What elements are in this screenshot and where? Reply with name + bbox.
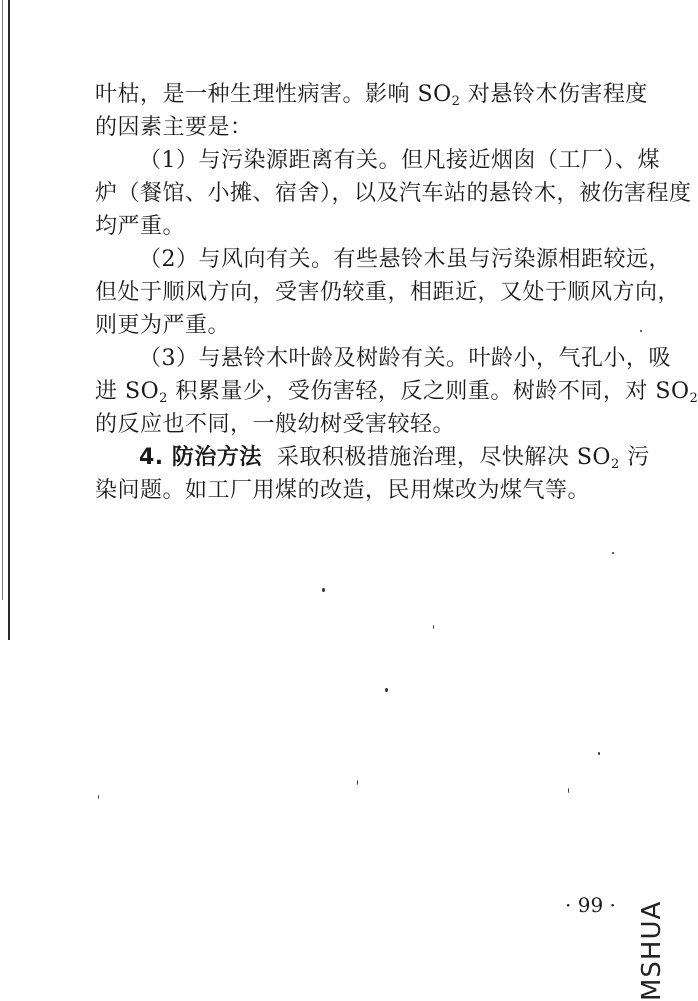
text-line: 染问题。如工厂用煤的改造，民用煤改为煤气等。 xyxy=(95,478,591,503)
text-line: （1）与污染源距离有关。但凡接近烟囱（工厂）、煤 xyxy=(139,148,660,173)
binding-edge-line xyxy=(8,0,10,640)
watermark: MSHUA xyxy=(637,900,667,1001)
scan-speck xyxy=(322,588,325,592)
body-text xyxy=(95,78,698,507)
text-line: 的因素主要是： xyxy=(95,115,253,140)
scan-speck xyxy=(598,752,600,755)
text-line: 叶枯，是一种生理性病害。影响 $SO_2$ 对悬铃木伤害程度 xyxy=(95,82,648,109)
scan-speck xyxy=(640,330,642,332)
text-line: 炉（餐馆、小摊、宿舍），以及汽车站的悬铃木，被伤害程度 xyxy=(95,181,692,206)
text-line: 的反应也不同，一般幼树受害较轻。 xyxy=(95,412,456,437)
text-line: （3）与悬铃木叶龄及树龄有关。叶龄小，气孔小，吸 xyxy=(139,346,671,371)
text-line: 进 $SO_2$ 积累量少，受伤害轻，反之则重。树龄不同，对 $SO_2$ xyxy=(95,379,698,406)
text-line: （2）与风向有关。有些悬铃木虽与污染源相距较远， xyxy=(139,247,671,272)
text-line: 则更为严重。 xyxy=(95,313,231,338)
scan-speck xyxy=(385,688,388,692)
binding-edge-shadow xyxy=(2,0,3,600)
scan-speck xyxy=(612,552,614,554)
text-line: 均严重。 xyxy=(95,214,186,239)
scan-speck xyxy=(357,780,358,785)
text-line: 4. 防治方法 采取积极措施治理，尽快解决 $SO_2$ 污 xyxy=(139,445,650,472)
scan-speck xyxy=(98,795,99,799)
scan-speck xyxy=(568,788,569,793)
scan-speck xyxy=(433,625,434,629)
section-heading: 4. 防治方法 xyxy=(139,445,262,470)
page-number: · 99 · xyxy=(565,893,616,917)
text-line: 但处于顺风方向，受害仍较重，相距近，又处于顺风方向， xyxy=(95,280,681,305)
